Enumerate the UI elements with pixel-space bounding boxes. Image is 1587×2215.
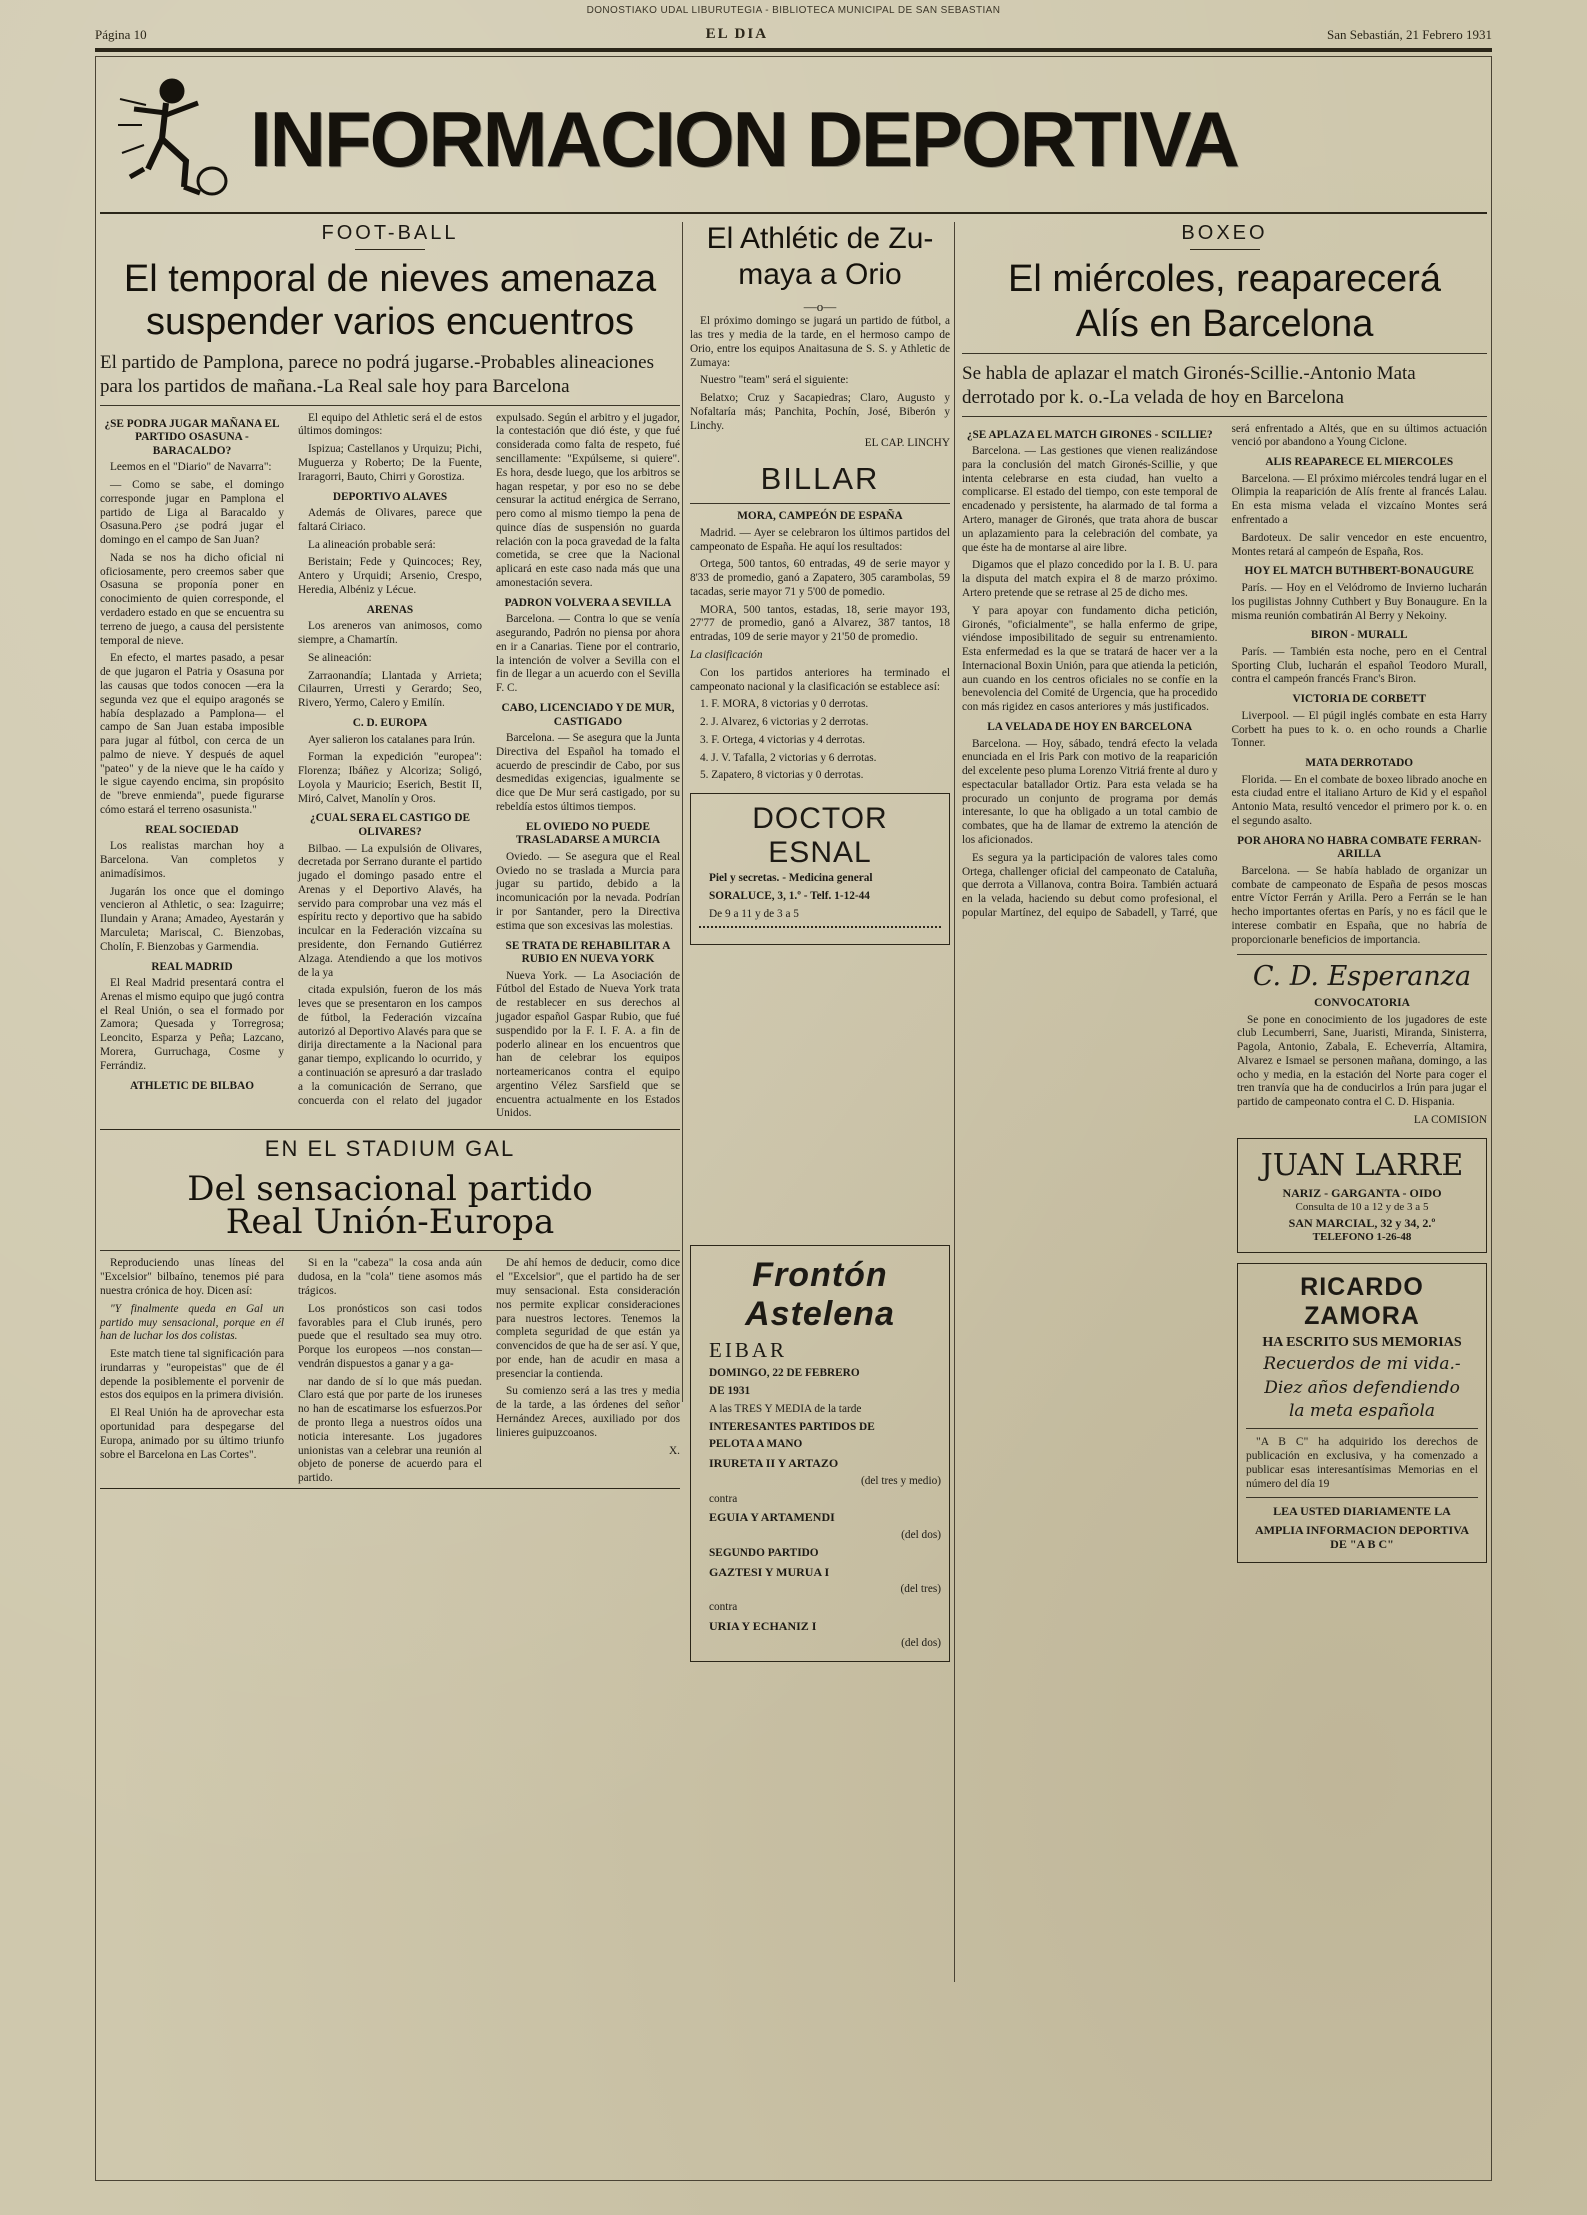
ad-line: Recuerdos de mi vida.- <box>1263 1353 1461 1374</box>
paragraph: Jugarán los once que el domingo vencieron al Athletic, o sea: Izaguirre; Ilundain y Arana; Amadeo, Ayestarán y Marculeta; Mariscal, C. Bienzobas, Cholín, F. Bienzobas y Garmendia. <box>100 885 284 953</box>
section-title-billar: BILLAR <box>760 461 880 497</box>
runner-illustration <box>100 69 250 209</box>
subsection-heading: ¿SE PODRA JUGAR MAÑANA EL PARTIDO OSASUNA - BARACALDO? <box>104 417 280 457</box>
paragraph: Barcelona. — El próximo miércoles tendrá lugar en el Olimpia la reaparición de Alís frente al francés Lalau. En esta misma velada el vizcaíno Montes será enfrentado a <box>1231 472 1487 527</box>
paragraph: — Como se sabe, el domingo corresponde jugar en Pamplona el partido de Liga al Baracaldo y Osasuna.Pero ¿se podrá jugar el domingo en el campo de San Juan? <box>100 479 284 547</box>
paragraph: Liverpool. — El púgil inglés combate en esta Harry Corbett ha pues to k. o. en ocho rounds a Charlie Tonner. <box>1231 709 1487 750</box>
paragraph: Madrid. — Ayer se celebraron los últimos partidos del campeonato de España. He aquí los resultados: <box>690 526 950 553</box>
paragraph: Con los partidos anteriores ha terminado el campeonato nacional y la clasificación se establece así: <box>690 666 950 693</box>
paragraph: Belatxo; Cruz y Sacapiedras; Claro, Augusto y Nofaltaría más; Panchita, Pochín, José, Biberón y Linchy. <box>690 392 950 432</box>
subsection-heading: MATA DERROTADO <box>1305 757 1414 770</box>
paragraph: Forman la expedición "europea": Florenza; Ibáñez y Alcoriza; Soligó, Loyola y Mauricio; Eserich, Bestit II, Miró, Calvet, Manolín y Oros. <box>298 751 482 805</box>
paragraph: Barcelona. — Se había hablado de organizar un combate de campeonato de España de pesos moscas entre Víctor Ferrán y Arilla. Pero a Ferrán se le han hecho importantes ofertas en París, y no es fácil que le interese combatir en España, que no habría de proporcionarle beneficios de importancia. <box>1231 864 1487 946</box>
paragraph: Bardoteux. De salir vencedor en este encuentro, Montes retará al campeón de España, Ros. <box>1231 531 1487 558</box>
headline-athletic-line1: El Athlétic de Zu- <box>706 222 934 255</box>
paragraph: De ahí hemos de deducir, como dice el "Excelsior", que el partido ha de ser muy sensacional. Esta consideración nos permite explicar consideraciones para nuestros lectores. Tenemos la completa seguridad de que están ya convencidos de que ha de ser así. Y que, por ende, han de acudir en masa a presenciar la contienda. <box>496 1257 680 1380</box>
divider <box>690 503 950 504</box>
divider <box>1246 1497 1478 1498</box>
ad-footer-line: AMPLIA INFORMACION DEPORTIVA DE "A B C" <box>1254 1522 1470 1552</box>
banner-title: INFORMACION DEPORTIVA <box>250 94 1238 183</box>
ranking-row: 2. J. Alvarez, 6 victorias y 2 derrotas. <box>700 716 869 729</box>
subsection-heading: POR AHORA NO HABRA COMBATE FERRAN-ARILLA <box>1237 834 1482 861</box>
paragraph: Su comienzo será a las tres y media de la tarde, a las órdenes del señor Hernández Areces, auxiliado por dos linieres guipuzcoanos. <box>496 1385 680 1439</box>
paragraph: Zarraonandía; Llantada y Arrieta; Cilaurren, Urresti y Gerardo; Seo, Rivero, Yermo, Calero y Emilín. <box>298 669 482 710</box>
match-detail: (del dos) <box>901 1637 941 1650</box>
ad-fronton-astelena <box>690 1245 950 1662</box>
ad-line: A las TRES Y MEDIA de la tarde <box>709 1402 862 1415</box>
ad-title: RICARDO ZAMORA <box>1300 1272 1424 1330</box>
subsection-heading: BIRON - MURALL <box>1310 629 1408 642</box>
paragraph: Barcelona. — Se asegura que la Junta Directiva del Español ha tomado el acuerdo de prescindir de Cabo, por sus desmedidas exigencias, igualmente se dice que De Mur será castigado, por su rebeldía estos últimos tiempos. <box>496 732 680 813</box>
paragraph: Si en la "cabeza" la cosa anda aún dudosa, en la "cola" tiene asomos más trágicos. <box>298 1257 482 1297</box>
ad-ricardo-zamora <box>1237 1263 1487 1563</box>
paragraph: Este match tiene tal significación para irundarras y "europeistas" que de él depende la posiblemente el porvenir de estos dos equipos en la primera división. <box>100 1348 284 1402</box>
ad-title: JUAN LARRE <box>1260 1147 1464 1183</box>
paragraph: nar dando de sí lo que más puedan. Claro está que por parte de los iruneses no han de escatimarse los esfuerzos.Por de pronto llega a nuestros oídos una noticia interesante. Los jugadores unionistas van a celebrar una reunión al objeto de ponerse de acuerdo para el partido. <box>298 1375 482 1485</box>
subsection-heading: REAL MADRID <box>151 960 233 973</box>
paragraph: En efecto, el martes pasado, a pesar de que jugaron el Patria y Osasuna por las causas que todos conocen —era la segunda vez que el equipo aragonés se había desplazado a Pamplona— el campo de San Juan estaba imposible para jugar al fútbol, con cerca de un palmo de nieve. Y después de aquel "pateo" y de la nieve que le ha caído y le sigue cayendo encima, sin propósito de "breve enmienda", puede figurarse cómo estará el terreno osasunista." <box>100 652 284 816</box>
subsection-heading: ¿CUAL SERA EL CASTIGO DE OLIVARES? <box>309 812 471 838</box>
paragraph: Nuestro "team" será el siguiente: <box>700 374 849 387</box>
banner <box>100 64 1487 214</box>
issue-date: San Sebastián, 21 Febrero 1931 <box>1326 27 1492 42</box>
divider <box>1190 249 1260 250</box>
paragraph: citada expulsión, fueron de los más leves que se presentaron en los campos de fútbol, la Federación vizcaína autorizó al Deportivo Alavés para que se dirija directamente a la Nacional para ganar tiempo, explicando lo ocurrido, y a continuación se apresuró a dar traslado a la comunicación de Serrano, que concuerda con el relato del jugador expulsado. Según el arbitro y el jugador, la contestación que dió éste, y que fué considerada como falta de respeto, fué sencillamente: "Expúlseme, si quiere". Es hora, desde luego, que los arbitros se hagan respetar, y por eso no se debe censurar la actitud enérgica de Serrano, pero como al mismo tiempo la pena de quince días de suspensión no guarda relación con la poca gravedad de la falta cometida, se cree que la Nacional aplicará en este caso nada más que una amonestación severa. <box>298 411 680 1107</box>
headline-boxeo-line2: Alís en Barcelona <box>1075 302 1374 345</box>
football-body <box>100 412 680 1122</box>
paragraph: Los realistas marchan hoy a Barcelona. Van completos y animadísimos. <box>100 840 284 880</box>
subsection-heading: LA VELADA DE HOY EN BARCELONA <box>987 720 1193 733</box>
paragraph: Digamos que el plazo concedido por la I. B. U. para la disputa del match expira el 8 de marzo próximo. Artero pretende que se retrase al 25 de dicho mes. <box>962 559 1218 599</box>
versus: contra <box>709 1600 738 1613</box>
ad-line: DE 1931 <box>709 1385 751 1397</box>
library-stamp: DONOSTIAKO UDAL LIBURUTEGIA - BIBLIOTECA MUNICIPAL DE SAN SEBASTIAN <box>586 5 1001 16</box>
column-football <box>100 222 680 1489</box>
boxing-body <box>962 423 1487 948</box>
paragraph: Barcelona. — Hoy, sábado, tendrá efecto la velada enunciada en el Iris Park con motivo de la reaparición del excelente peso pluma Lorenzo Vitriá frente al duro y espectacular batallador Ortiz. Para esta velada se ha procurado un conjunto de programa por demás interesante, lo que ha obligado a un total cambio de combates, que ha de llamar de extremo la atención de los aficionados. <box>962 737 1218 846</box>
stadium-feature <box>100 1129 680 1489</box>
ad-line: Diez años defendiendo <box>1264 1377 1460 1398</box>
subsection-heading: PADRON VOLVERA A SEVILLA <box>504 596 672 609</box>
paragraph: "A B C" ha adquirido los derechos de publicación en exclusiva, y ha comenzado a publicar esas interesantísimas Memorias en el número del día 19 <box>1246 1436 1478 1491</box>
divider <box>355 249 425 250</box>
ad-line: Piel y secretas. - Medicina general <box>709 872 873 885</box>
ad-line: SORALUCE, 3, 1.º - Telf. 1-12-44 <box>709 890 870 903</box>
ad-line: SAN MARCIAL, 32 y 34, 2.º <box>1288 1215 1436 1230</box>
paragraph: Se pone en conocimiento de los jugadores de este club Lecumberri, Sane, Juaristi, Miranda, Sinisterra, Pagola, Antonio, Zabala, E. Echeverría, Altamira, Alvarez e Ismael se personen mañana, domingo, a las ocho y media, en la estación del Norte para coger el tren tranvía que ha de conducirlos a Irún para jugar el partido de campeonato contra el C. D. Hispania. <box>1237 1013 1487 1109</box>
paragraph: Ortega, 500 tantos, 60 entradas, 49 de serie mayor y 8'33 de promedio, ganó a Zapatero, 305 carambolas, 59 tacadas, serie mayor 71 y 5'00 de pomedio. <box>690 558 950 598</box>
subsection-heading: MORA, CAMPEÓN DE ESPAÑA <box>737 510 903 523</box>
club-title: C. D. Esperanza <box>1252 960 1472 992</box>
paragraph: Bilbao. — La expulsión de Olivares, decretada por Serrano durante el partido jugado el domingo pasado entre el Arenas y el Deportivo Alavés, ha servido para comprobar una vez más el espíritu recto y deportivo que ha sabido inculcar en la Federación vizcaína su presidente, don Fernando Gutiérrez Alzaga. Atendiendo a que los motivos de la ya <box>298 842 482 979</box>
subsection-heading: CABO, LICENCIADO Y DE MUR, CASTIGADO <box>501 701 675 728</box>
masthead-rule <box>95 48 1492 52</box>
subsection-heading: VICTORIA DE CORBETT <box>1292 693 1426 706</box>
paragraph: Leemos en el "Diario" de Navarra": <box>110 461 272 474</box>
ranking-row: 4. J. V. Tafalla, 2 victorias y 6 derrotas. <box>700 751 877 764</box>
paragraph: La alineación probable será: <box>308 538 436 551</box>
ranking-row: 3. F. Ortega, 4 victorias y 4 derrotas. <box>700 733 866 746</box>
subhead-football: El partido de Pamplona, parece no podrá jugarse.-Probables alineaciones para los partidos de mañana.-La Real sale hoy para Barcelona <box>100 352 654 397</box>
masthead <box>95 26 1492 43</box>
divider <box>100 1250 680 1251</box>
match-detail: (del tres) <box>900 1583 941 1596</box>
paragraph: MORA, 500 tantos, estadas, 18, serie mayor 193, 27'77 de promedio, ganó a Alvarez, 387 tantos, 18 entradas, 109 de serie mayor y 21'50 de promedio. <box>690 603 950 644</box>
match-line: URIA Y ECHANIZ I <box>709 1618 817 1633</box>
column-middle: El Athlétic de Zu- maya a Orio —o— El próximo domingo se jugará un partido de fútbol, a las tres y media de la tarde, en el hermoso campo de Orio, entre los equipos Anaitasuna de S. S. y Athletic de Zumaya: Nuestro "team" será el siguiente: Belatxo; Cruz y Sacapiedras; Claro, Augusto y Nofaltaría más; Panchita, Pochín, José, Biberón y Linchy. EL CAP. LINCHY BILLAR MORA, CAMPEÓN DE ESPAÑA Madrid. — Ayer se celebraron los últimos partidos del campeonato de España. He aquí los resultados: Ortega, 500 tantos, 60 entradas, 49 de serie mayor y 8'33 de promedio, ganó a Zapatero, 305 carambolas, 59 tacadas, serie mayor 71 y 5'00 de pomedio. MORA, 500 tantos, estadas, 18, serie mayor 193, 27'77 de promedio, ganó a Alvarez, 387 tantos, 18 entradas, 109 de serie mayor y 21'50 de promedio. La clasificación Con los partidos anteriores ha terminado el campeonato nacional y la clasificación se establece así: 1. F. MORA, 8 victorias y 0 derrotas. 2. J. Alvarez, 6 victorias y 2 derrotas. 3. F. Ortega, 4 victorias y 4 derrotas. 4. J. V. Tafalla, 2 victorias y 6 derrotas. 5. Zapatero, 8 victorias y 0 derrotas. DOCTOR ESNAL Piel y secretas. - Medicina general SORALUCE, 3, 1.º - Telf. 1-12-44 De 9 a 11 y de 3 a 5 Frontón Astelena EIBAR DOMINGO, 22 DE FEBRERO DE 1931 A las TRES Y MEDIA de la tarde INTERESANTES PARTIDOS DE PELOTA A MANO IRURETA II Y ARTAZO (del tres y medio) contra EGUIA Y ARTAMENDI (del dos) SEGUNDO PARTIDO GAZTESI Y MURUA I (del tres) contra URIA Y ECHANIZ I (del dos) <box>690 222 950 1662</box>
paragraph: El próximo domingo se jugará un partido de fútbol, a las tres y media de la tarde, en el hermoso campo de Orio, entre los equipos Anaitasuna de S. S. y Athletic de Zumaya: <box>690 315 950 369</box>
ad-juan-larre <box>1237 1138 1487 1253</box>
match-line: GAZTESI Y MURUA I <box>709 1564 830 1579</box>
paragraph: "Y finalmente queda en Gal un partido muy sensacional, porque en él han de luchar los dos colistas. <box>100 1302 284 1343</box>
ad-line: DOMINGO, 22 DE FEBRERO <box>709 1367 860 1380</box>
paragraph: Y para apoyar con fundamento dicha petición, Gironés, "oficialmente", se halla enfermo de gripe, viéndose imposibilitado de seguir su entrenamiento. Esta enfermedad es la que se tratará de hacer ver a la Internacional Boxin Unión, para que atienda la petición, aun cuando en los centros oficiales no se confíe en la benevolencia del Comité de Urgencia, que ha procedido con más rigidez en casos anteriores y más justificados. <box>962 604 1218 714</box>
ad-title: DOCTOR ESNAL <box>752 802 888 870</box>
subsection-heading: ¿SE APLAZA EL MATCH GIRONES - SCILLIE? <box>966 428 1213 441</box>
club-esperanza-notice <box>1237 954 1487 1128</box>
divider <box>962 416 1487 417</box>
headline-athletic-line2: maya a Orio <box>738 257 902 291</box>
subsection-heading: ATHLETIC DE BILBAO <box>129 1079 255 1092</box>
page-number: Página 10 <box>95 27 147 42</box>
column-divider-2 <box>954 222 955 1982</box>
byline: EL CAP. LINCHY <box>864 437 950 450</box>
stadium-title-line1: Del sensacional partido <box>187 1169 593 1210</box>
stadium-kicker: EN EL STADIUM GAL <box>264 1136 516 1162</box>
paragraph: Barcelona. — Contra lo que se venía asegurando, Padrón no piensa por ahora en ir a Canarias. Tiene por el contrario, la intención de volver a Sevilla con el fin de llegar a un acuerdo con el Sevilla F. C. <box>496 613 680 695</box>
column-boxing <box>962 222 1487 1573</box>
match-line: IRURETA II Y ARTAZO <box>709 1456 839 1471</box>
divider <box>1237 954 1487 955</box>
subsection-heading: C. D. EUROPA <box>352 716 428 729</box>
match-detail: (del tres y medio) <box>861 1474 941 1487</box>
byline: X. <box>669 1444 680 1457</box>
paragraph: Barcelona. — Las gestiones que vienen realizándose para la conclusión del match Gironés-Scillie, y que intenta celebrarse en esta ciudad, han vuelto a complicarse. El estado del tiempo, con este temporal de encadenado y persistente, ha alarmado de tal forma a Artero, manager de Gironés, que trata ahora de buscar un aplazamiento para la celebración del combate, ya que éste ha de montarse al aire libre. <box>962 445 1218 554</box>
paragraph: París. — Hoy en el Velódromo de Invierno lucharán los pugilistas Johnny Cuthbert y Buy Bonaugure. En la misma reunión combatirán Al Berry y Nekoiny. <box>1231 581 1487 622</box>
paragraph: París. — También esta noche, pero en el Central Sporting Club, lucharán el español Teodoro Murall, contra el campeón francés Franc's Biron. <box>1231 645 1487 686</box>
paragraph: Los pronósticos son casi todos favorables para el Club irunés, pero puede que el resultado sea muy otro. Porque los europeos —nos constan— vendrán dispuestos a ganar y a ga- <box>298 1302 482 1370</box>
ad-line: NARIZ - GARGANTA - OIDO <box>1282 1185 1442 1200</box>
divider <box>100 405 680 406</box>
ad-title: Frontón Astelena <box>745 1255 895 1333</box>
subsection-heading: La clasificación <box>690 649 763 662</box>
paragraph: Es segura ya la participación de valores tales como Ortega, challenger oficial del campeonato de Cataluña, que derrota a Villanova, contra Boira. También actuará en la velada, haciendo su debut como profesional, el popular Martínez, del equipo de Sabadell, y Tarré, que será enfrentado a Altés, que en su últimos actuación venció por abandono a Young Ciclone. <box>962 422 1487 919</box>
match-detail: (del dos) <box>901 1528 941 1541</box>
ad-footer-line: LEA USTED DIARIAMENTE LA <box>1273 1504 1451 1519</box>
ranking-row: 5. Zapatero, 8 victorias y 0 derrotas. <box>700 769 864 782</box>
ad-line: De 9 a 11 y de 3 a 5 <box>709 907 799 920</box>
subsection-heading: DEPORTIVO ALAVES <box>332 490 448 503</box>
paragraph: Ayer salieron los catalanes para Irún. <box>308 733 476 746</box>
stadium-body <box>100 1257 680 1486</box>
club-subtitle: CONVOCATORIA <box>1314 996 1410 1009</box>
paragraph: Se alineación: <box>308 651 372 664</box>
right-subcolumn <box>1237 954 1487 1564</box>
paragraph: Oviedo. — Se asegura que el Real Oviedo no se traslada a Murcia para jugar su partido, debido a la incomunicación por la nevada. Podrían ir por Santander, pero la Directiva estima que son excesivas las molestias. <box>496 850 680 932</box>
paragraph: El Real Unión ha de aprovechar esta oportunidad para despegarse del Europa, animado por su último triunfo sobre el Barcelona en Las Cortes". <box>100 1407 284 1461</box>
ad-line: INTERESANTES PARTIDOS DE <box>709 1420 875 1433</box>
ad-doctor-esnal <box>690 793 950 944</box>
ad-city: EIBAR <box>709 1337 787 1362</box>
subsection-heading: HOY EL MATCH BUTHBERT-BONAUGURE <box>1244 565 1474 578</box>
paragraph: Beristain; Fede y Quincoces; Rey, Antero y Urquidi; Arsenio, Crespo, Heredia, Albéniz y Lécue. <box>298 556 482 596</box>
subsection-heading: ALIS REAPARECE EL MIERCOLES <box>1265 456 1454 469</box>
banner-rule <box>100 212 1487 214</box>
subsection-heading: EL OVIEDO NO PUEDE TRASLADARSE A MURCIA <box>515 820 661 847</box>
section-title-boxeo: BOXEO <box>1181 222 1268 244</box>
divider <box>699 926 941 934</box>
column-divider-1 <box>682 222 683 1402</box>
ad-line: la meta española <box>1288 1401 1436 1422</box>
section-label: SEGUNDO PARTIDO <box>709 1546 819 1559</box>
paragraph: Reproduciendo unas líneas del "Excelsior" bilbaíno, tenemos pié para nuestra crónica de hoy. Dicen así: <box>100 1257 284 1297</box>
ranking-row: 1. F. MORA, 8 victorias y 0 derrotas. <box>700 698 869 711</box>
paragraph: El Real Madrid presentará contra el Arenas el mismo equipo que jugó contra el Real Unión, o sea el formado por Zamora; Quesada y Torregrosa; Leoncito, Esparza y Peña; Lazcano, Morera, Gurruchaga, Cosme y Ferrándiz. <box>100 977 284 1072</box>
subsection-heading: REAL SOCIEDAD <box>145 823 239 836</box>
subsection-heading: SE TRATA DE REHABILITAR A RUBIO EN NUEVA YORK <box>505 939 671 966</box>
ad-line: PELOTA A MANO <box>709 1438 803 1451</box>
divider <box>1246 1428 1478 1429</box>
paragraph: El equipo del Athletic será el de estos últimos domingos: <box>298 411 482 438</box>
subhead-boxeo: Se habla de aplazar el match Gironés-Scillie.-Antonio Mata derrotado por k. o.-La velada de hoy en Barcelona <box>962 363 1416 408</box>
stadium-title-line2: Real Unión-Europa <box>225 1202 555 1243</box>
ad-line: HA ESCRITO SUS MEMORIAS <box>1262 1334 1462 1350</box>
divider <box>962 353 1487 354</box>
headline-boxeo-line1: El miércoles, reaparecerá <box>1008 258 1441 300</box>
paragraph: Florida. — En el combate de boxeo librado anoche en esta ciudad entre el italiano Arturo de Kid y el español Antonio Mata, resultó vencedor el primero por k. o. en el segundo asalto. <box>1231 773 1487 827</box>
paper-title: EL DIA <box>705 26 769 42</box>
paragraph: Nueva York. — La Asociación de Fútbol del Estado de Nueva York trata de restablecer en sus derechos al jugador español Gaspar Rubio, que fué suspendido por la F. I. F. A. a fin de poderlo alinear en los encuentros que han de celebrar los equipos norteamericanos contra el equipo argentino Vélez Sarsfield que se encuentra actualmente en los Estados Unidos. <box>496 969 680 1120</box>
match-line: EGUIA Y ARTAMENDI <box>709 1510 835 1525</box>
subsection-heading: ARENAS <box>366 603 414 616</box>
paragraph: Ispizua; Castellanos y Urquizu; Pichi, Muguerza y Roberto; De la Fuente, Iraragorri, Bauto, Chirri y Gorostiza. <box>298 443 482 483</box>
section-title-football: FOOT-BALL <box>321 222 459 244</box>
paragraph: Además de Olivares, parece que faltará Ciriaco. <box>298 507 482 533</box>
headline-football: El temporal de nieves amenaza suspender varios encuentros <box>123 258 657 343</box>
ad-line: Consulta de 10 a 12 y de 3 a 5 <box>1295 1201 1429 1214</box>
signature: LA COMISION <box>1413 1114 1487 1126</box>
versus: contra <box>709 1492 738 1505</box>
paragraph: Nada se nos ha dicho oficial ni oficiosamente, pero creemos saber que Osasuna se proponía poner en conocimiento de quien corresponde, el verdadero estado en que se encuentra su terreno de juego, a causa del persistente temporal de nieve. <box>100 551 284 647</box>
paragraph: Los areneros van animosos, como siempre, a Chamartín. <box>298 620 482 647</box>
ad-line: TELEFONO 1-26-48 <box>1312 1231 1412 1244</box>
